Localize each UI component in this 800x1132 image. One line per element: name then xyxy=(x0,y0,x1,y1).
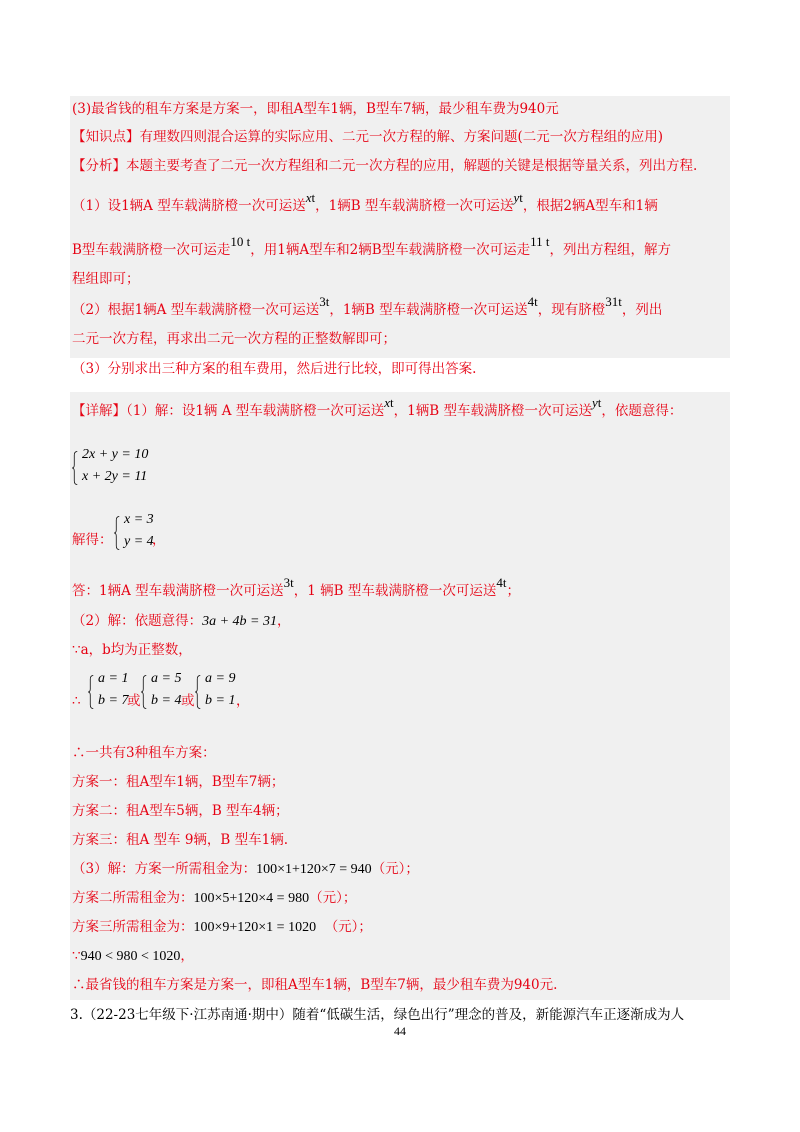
plan-3: 方案三：租A 型车 9辆，B 型车1辆. xyxy=(72,832,289,848)
answer-line: 答：1辆A 型车载满脐橙一次可运送3t，1 辆B 型车载满脐橙一次可运送4t； xyxy=(72,575,520,599)
or-1: 或 xyxy=(127,693,141,709)
because-line: ∵a，b均为正整数， xyxy=(72,642,192,658)
brace-icon xyxy=(141,669,147,715)
solution3-a: a = 9 xyxy=(205,671,236,686)
plan-2: 方案二：租A型车5辆，B 型车4辆； xyxy=(72,803,289,819)
solution1-a: a = 1 xyxy=(98,671,129,686)
brace-icon xyxy=(114,510,120,556)
solution2-b: b = 4 xyxy=(151,693,182,708)
analysis-step2-line1: （2）根据1辆A 型车载满脐橙一次可运送3t，1辆B 型车载满脐橙一次可运送4t，现有脐橙31t，列出 xyxy=(72,294,663,318)
system1-eq1: 2x + y = 10 xyxy=(82,447,149,462)
solution2-a: a = 5 xyxy=(151,671,182,686)
cost-2: 方案二所需租金为：100×5+120×4 = 980（元）； xyxy=(72,890,357,906)
system2-eq2: y = 4 xyxy=(124,534,154,549)
conclusion-bottom: ∴最省钱的租车方案是方案一，即租A型车1辆，B型车7辆，最少租车费为940元. xyxy=(72,977,558,993)
analysis-step1-line2: B型车载满脐橙一次可运走10 t，用1辆A型车和2辆B型车载满脐橙一次可运走11 t，列出方程组，解方 xyxy=(72,234,672,258)
brace-icon xyxy=(195,669,201,715)
solution-tail: ， xyxy=(236,693,250,709)
detail-line1: 【详解】（1）解：设1辆 A 型车载满脐橙一次可运送xt，1辆B 型车载满脐橙一次可运送yt，依题意得： xyxy=(72,395,683,419)
analysis-step1-line3: 程组即可； xyxy=(72,271,140,287)
solution3-b: b = 1 xyxy=(205,693,236,708)
knowledge-point: 【知识点】有理数四则混合运算的实际应用、二元一次方程的解、方案问题(二元一次方程组的应用) xyxy=(72,129,664,145)
therefore-symbol: ∴ xyxy=(72,693,81,709)
system2-eq1: x = 3 xyxy=(124,512,154,527)
equation-system-1 xyxy=(72,445,192,491)
analysis-step2-line2: 二元一次方程，再求出二元一次方程的正整数解即可； xyxy=(72,331,396,347)
analysis-step1-line1: （1）设1辆A 型车载满脐橙一次可运送xt，1辆B 型车载满脐橙一次可运送yt，根据2辆A型车和1辆 xyxy=(72,190,658,214)
plan-1: 方案一：租A型车1辆，B型车7辆； xyxy=(72,774,285,790)
solution1-b: b = 7 xyxy=(98,693,129,708)
solve-tail: ， xyxy=(152,532,166,548)
page-number: 44 xyxy=(394,1024,406,1038)
next-question: 3.（22-23七年级下·江苏南通·期中）随着“低碳生活，绿色出行”理念的普及，新能源汽车正逐渐成为人 xyxy=(70,1007,685,1023)
or-2: 或 xyxy=(181,693,195,709)
analysis-line: 【分析】本题主要考查了二元一次方程组和二元一次方程的应用，解题的关键是根据等量关系，列出方程. xyxy=(72,158,698,174)
solve-label: 解得： xyxy=(72,532,113,548)
compare-line: ∵940 < 980 < 1020， xyxy=(72,948,194,964)
system1-eq2: x + 2y = 11 xyxy=(82,469,148,484)
conclusion-top: (3)最省钱的租车方案是方案一，即租A型车1辆，B型车7辆，最少租车费为940元 xyxy=(72,101,559,117)
analysis-step3: （3）分别求出三种方案的租车费用，然后进行比较，即可得出答案. xyxy=(72,361,477,377)
cost-3: 方案三所需租金为：100×9+120×1 = 1020 （元）； xyxy=(72,919,372,935)
plans-total: ∴一共有3种租车方案： xyxy=(72,745,216,761)
brace-icon xyxy=(88,669,94,715)
brace-icon xyxy=(72,445,78,491)
part2-line: （2）解：依题意得：3a + 4b = 31， xyxy=(72,613,291,629)
cost-1: （3）解：方案一所需租金为：100×1+120×7 = 940（元）； xyxy=(72,861,419,877)
